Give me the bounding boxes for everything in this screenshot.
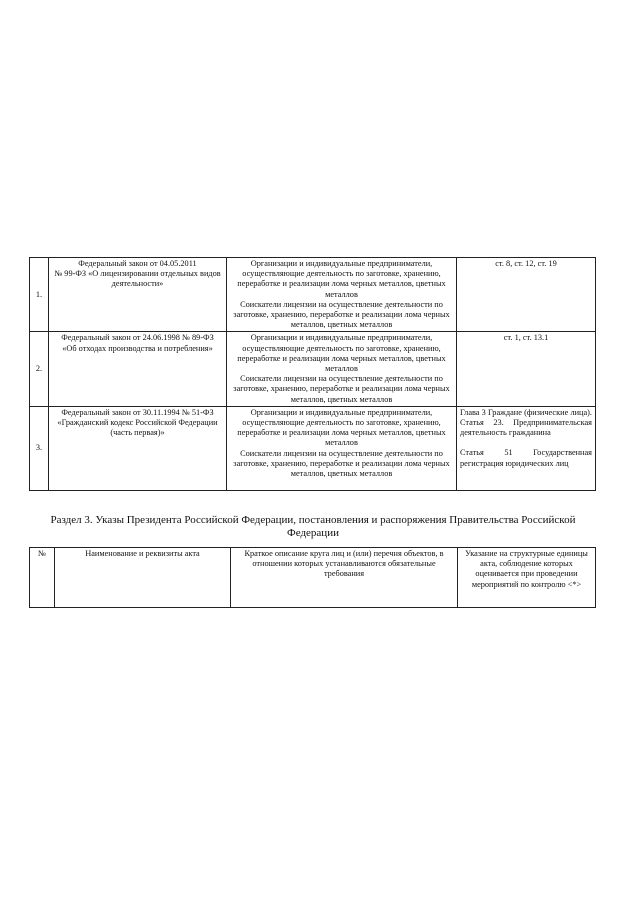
header-structural-units: Указание на структурные единицы акта, соблюдение которых оценивается при проведении мероприятий по контролю <*> bbox=[458, 548, 596, 608]
act-name-line: Федеральный закон от 04.05.2011 bbox=[78, 259, 197, 268]
description-paragraph: Соискатели лицензии на осуществление деятельности по заготовке, хранению, переработке и реализации лома черных металлов, цветных металлов bbox=[233, 448, 450, 479]
table-row bbox=[30, 258, 596, 332]
decrees-table bbox=[29, 547, 596, 608]
act-name-line: № 99-ФЗ «О лицензировании отдельных видов деятельности» bbox=[54, 269, 221, 289]
structural-units-text: Глава 3 Граждане (физические лица). Статья 23. Предпринимательская деятельность гражданина bbox=[460, 407, 592, 438]
act-name-cell bbox=[49, 406, 227, 490]
description-paragraph: Соискатели лицензии на осуществление деятельности по заготовке, хранению, переработке и реализации лома черных металлов, цветных металлов bbox=[233, 374, 450, 404]
table-row bbox=[30, 406, 596, 490]
description-paragraph: Организации и индивидуальные предприниматели, осуществляющие деятельность по заготовке, хранению, переработке и реализации лома черных металлов, цветных металлов bbox=[237, 333, 446, 374]
act-name-line: «Об отходах производства и потребления» bbox=[62, 343, 213, 353]
description-cell bbox=[227, 406, 457, 490]
structural-units-text: ст. 1, ст. 13.1 bbox=[503, 333, 549, 343]
act-name-line: Федеральный закон от 30.11.1994 № 51-ФЗ bbox=[61, 407, 214, 417]
description-paragraph: Организации и индивидуальные предприниматели, осуществляющие деятельность по заготовке, хранению, переработке и реализации лома черных металлов, цветных металлов bbox=[237, 259, 446, 299]
description-cell bbox=[227, 332, 457, 406]
row-number: 1. bbox=[30, 258, 49, 332]
act-name-cell bbox=[49, 332, 227, 406]
table-header-row bbox=[30, 548, 596, 608]
structural-units-text: Статья 51 Государственная регистрация юридических лиц bbox=[460, 448, 592, 468]
section-title: Раздел 3. Указы Президента Российской Федерации, постановления и распоряжения Правительства Российской Федерации bbox=[50, 514, 576, 539]
description-paragraph: Организации и индивидуальные предприниматели, осуществляющие деятельность по заготовке, хранению, переработке и реализации лома черных металлов, цветных металлов bbox=[237, 407, 446, 448]
row-number: 2. bbox=[30, 332, 49, 406]
act-name-line: Федеральный закон от 24.06.1998 № 89-ФЗ bbox=[61, 333, 214, 343]
act-name-line: «Гражданский кодекс Российской Федерации (часть первая)» bbox=[57, 418, 218, 438]
description-cell bbox=[227, 258, 457, 332]
structural-units-text: ст. 8, ст. 12, ст. 19 bbox=[495, 259, 557, 268]
row-number: 3. bbox=[30, 406, 49, 490]
table-row bbox=[30, 332, 596, 406]
structural-units-cell bbox=[457, 406, 596, 490]
act-name-cell bbox=[49, 258, 227, 332]
header-act-name: Наименование и реквизиты акта bbox=[55, 548, 231, 608]
header-number: № bbox=[30, 548, 55, 608]
description-paragraph: Соискатели лицензии на осуществление деятельности по заготовке, хранению, переработке и реализации лома черных металлов, цветных металлов bbox=[233, 299, 450, 330]
structural-units-cell bbox=[457, 258, 596, 332]
header-description: Краткое описание круга лиц и (или) перечня объектов, в отношении которых устанавливаются обязательные требования bbox=[231, 548, 458, 608]
federal-laws-table bbox=[29, 257, 596, 491]
structural-units-cell bbox=[457, 332, 596, 406]
